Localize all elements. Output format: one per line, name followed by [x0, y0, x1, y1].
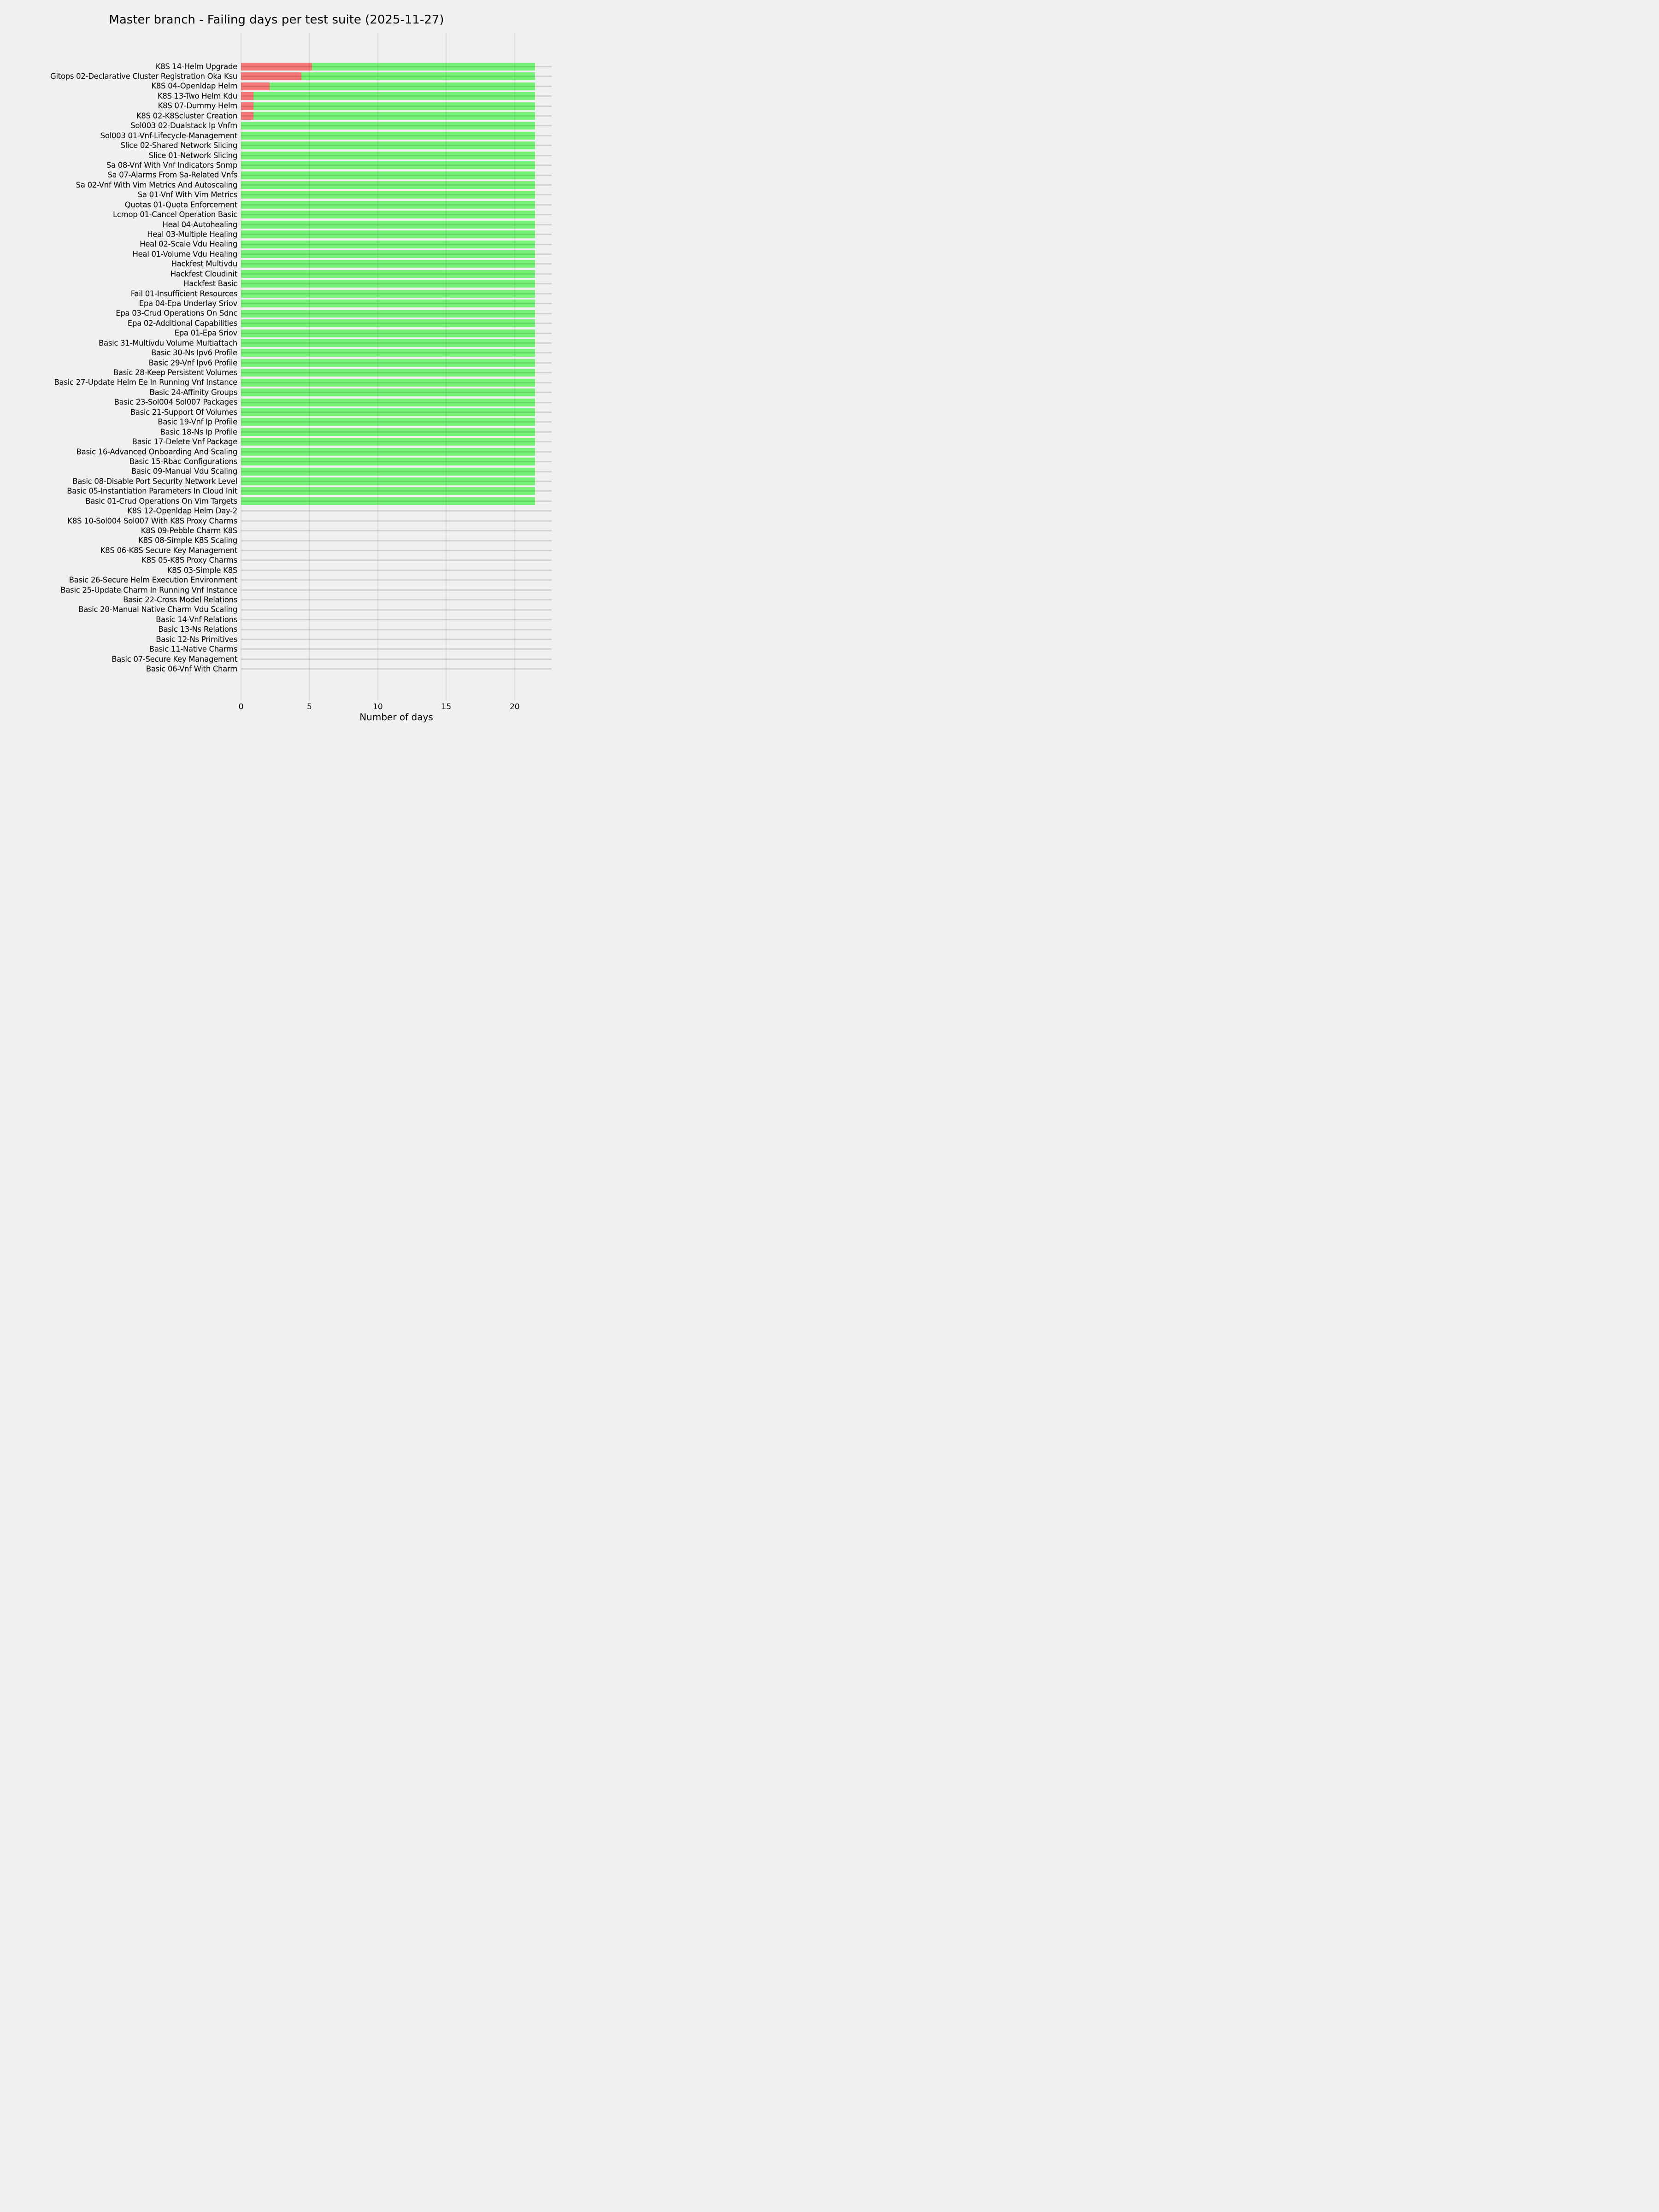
y-tick-label: Basic 12-Ns Primitives — [156, 635, 237, 644]
y-tick-label: Gitops 02-Declarative Cluster Registration Oka Ksu — [50, 72, 237, 81]
horizontal-gridline — [241, 382, 552, 383]
y-tick-label: Basic 15-Rbac Configurations — [129, 457, 237, 466]
y-tick-label: Sa 01-Vnf With Vim Metrics — [137, 190, 237, 200]
y-tick-label: Basic 09-Manual Vdu Scaling — [131, 467, 237, 476]
horizontal-gridline — [241, 471, 552, 472]
horizontal-gridline — [241, 194, 552, 195]
horizontal-gridline — [241, 599, 552, 600]
horizontal-gridline — [241, 175, 552, 176]
y-tick-label: K8S 13-Two Helm Kdu — [157, 91, 237, 100]
x-tick-label: 10 — [373, 702, 383, 712]
y-tick-label: Heal 01-Volume Vdu Healing — [132, 249, 237, 259]
horizontal-gridline — [241, 135, 552, 136]
y-tick-label: Sa 08-Vnf With Vnf Indicators Snmp — [106, 160, 237, 170]
y-tick-label: Hackfest Cloudinit — [170, 269, 237, 278]
horizontal-gridline — [241, 106, 552, 107]
horizontal-gridline — [241, 115, 552, 117]
y-tick-label: Basic 31-Multivdu Volume Multiattach — [99, 338, 237, 347]
horizontal-gridline — [241, 520, 552, 522]
horizontal-gridline — [241, 204, 552, 206]
y-tick-label: Hackfest Multivdu — [171, 259, 237, 269]
horizontal-gridline — [241, 224, 552, 225]
y-tick-label: Epa 01-Epa Sriov — [174, 329, 237, 338]
y-tick-label: K8S 14-Helm Upgrade — [155, 62, 237, 71]
y-tick-label: Basic 22-Cross Model Relations — [123, 595, 237, 604]
y-tick-label: Basic 17-Delete Vnf Package — [132, 437, 237, 447]
y-tick-label: Basic 29-Vnf Ipv6 Profile — [148, 358, 237, 367]
horizontal-gridline — [241, 165, 552, 166]
horizontal-gridline — [241, 659, 552, 660]
y-tick-label: Heal 02-Scale Vdu Healing — [140, 240, 237, 249]
horizontal-gridline — [241, 500, 552, 502]
horizontal-gridline — [241, 540, 552, 541]
y-tick-label: Heal 04-Autohealing — [162, 220, 237, 229]
vertical-gridline — [377, 33, 378, 700]
horizontal-gridline — [241, 392, 552, 393]
horizontal-gridline — [241, 125, 552, 126]
y-tick-label: K8S 08-Simple K8S Scaling — [138, 536, 237, 545]
horizontal-gridline — [241, 214, 552, 215]
horizontal-gridline — [241, 263, 552, 265]
horizontal-gridline — [241, 648, 552, 650]
y-tick-label: Heal 03-Multiple Healing — [147, 229, 237, 239]
chart-title: Master branch - Failing days per test suite (2025-11-27) — [109, 13, 444, 27]
y-tick-label: Epa 04-Epa Underlay Sriov — [139, 299, 237, 308]
y-tick-label: Basic 14-Vnf Relations — [156, 615, 237, 624]
y-tick-label: Basic 06-Vnf With Charm — [146, 665, 237, 674]
y-tick-label: Sa 02-Vnf With Vim Metrics And Autoscaling — [76, 180, 237, 189]
y-tick-label: Basic 08-Disable Port Security Network Level — [72, 477, 237, 486]
y-tick-label: Sol003 01-Vnf-Lifecycle-Management — [100, 131, 237, 140]
y-tick-label: Basic 18-Ns Ip Profile — [160, 427, 237, 436]
y-tick-label: Basic 19-Vnf Ip Profile — [158, 418, 237, 427]
horizontal-gridline — [241, 303, 552, 304]
y-tick-label: K8S 10-Sol004 Sol007 With K8S Proxy Charms — [67, 516, 237, 525]
y-tick-label: K8S 05-K8S Proxy Charms — [141, 556, 237, 565]
y-tick-label: K8S 06-K8S Secure Key Management — [100, 546, 237, 555]
y-tick-label: K8S 09-Pebble Charm K8S — [141, 526, 237, 535]
horizontal-gridline — [241, 629, 552, 630]
y-tick-label: Basic 25-Update Charm In Running Vnf Instance — [60, 585, 237, 594]
horizontal-gridline — [241, 490, 552, 492]
horizontal-gridline — [241, 313, 552, 314]
horizontal-gridline — [241, 441, 552, 442]
vertical-gridline — [446, 33, 447, 700]
y-tick-label: Slice 02-Shared Network Slicing — [120, 141, 237, 150]
horizontal-gridline — [241, 609, 552, 611]
y-tick-label: Basic 20-Manual Native Charm Vdu Scaling — [78, 605, 237, 614]
horizontal-gridline — [241, 145, 552, 146]
horizontal-gridline — [241, 283, 552, 284]
y-tick-label: Hackfest Basic — [183, 279, 237, 288]
y-tick-label: Basic 24-Affinity Groups — [149, 388, 237, 397]
y-tick-label: Basic 01-Crud Operations On Vim Targets — [85, 496, 237, 506]
horizontal-gridline — [241, 431, 552, 433]
horizontal-gridline — [241, 589, 552, 591]
horizontal-gridline — [241, 510, 552, 512]
horizontal-gridline — [241, 362, 552, 364]
horizontal-gridline — [241, 619, 552, 620]
horizontal-gridline — [241, 323, 552, 324]
y-tick-label: Basic 30-Ns Ipv6 Profile — [151, 348, 237, 358]
y-tick-label: Basic 21-Support Of Volumes — [130, 407, 237, 417]
y-tick-label: Lcmop 01-Cancel Operation Basic — [113, 210, 237, 219]
horizontal-gridline — [241, 570, 552, 571]
y-tick-label: Slice 01-Network Slicing — [148, 151, 237, 160]
x-tick-label: 5 — [307, 702, 312, 712]
y-tick-label: Epa 03-Crud Operations On Sdnc — [116, 309, 237, 318]
y-tick-label: Basic 28-Keep Persistent Volumes — [113, 368, 237, 377]
horizontal-gridline — [241, 293, 552, 294]
y-tick-label: K8S 03-Simple K8S — [167, 565, 237, 575]
horizontal-gridline — [241, 550, 552, 551]
horizontal-gridline — [241, 273, 552, 275]
vertical-gridline — [514, 33, 515, 700]
horizontal-gridline — [241, 86, 552, 87]
horizontal-gridline — [241, 333, 552, 334]
horizontal-gridline — [241, 66, 552, 67]
horizontal-gridline — [241, 244, 552, 245]
horizontal-gridline — [241, 402, 552, 403]
y-tick-label: Sol003 02-Dualstack Ip Vnfm — [130, 121, 237, 130]
horizontal-gridline — [241, 451, 552, 453]
horizontal-gridline — [241, 412, 552, 413]
y-tick-label: Basic 16-Advanced Onboarding And Scaling — [76, 447, 237, 456]
x-axis-label: Number of days — [359, 712, 433, 723]
y-tick-label: Basic 27-Update Helm Ee In Running Vnf Instance — [54, 378, 237, 387]
horizontal-gridline — [241, 579, 552, 581]
horizontal-gridline — [241, 481, 552, 482]
y-tick-label: Sa 07-Alarms From Sa-Related Vnfs — [107, 171, 237, 180]
y-tick-label: K8S 07-Dummy Helm — [158, 101, 237, 111]
y-tick-label: Basic 26-Secure Helm Execution Environment — [69, 576, 237, 585]
horizontal-gridline — [241, 559, 552, 561]
x-tick-label: 15 — [441, 702, 452, 712]
horizontal-gridline — [241, 234, 552, 235]
y-tick-label: Basic 05-Instantiation Parameters In Cloud Init — [67, 487, 237, 496]
horizontal-gridline — [241, 95, 552, 97]
y-tick-label: K8S 12-Openldap Helm Day-2 — [127, 506, 237, 516]
chart-plot-area — [241, 33, 552, 700]
horizontal-gridline — [241, 155, 552, 156]
horizontal-gridline — [241, 461, 552, 462]
y-axis-labels — [0, 33, 237, 700]
y-tick-label: Quotas 01-Quota Enforcement — [124, 200, 237, 209]
horizontal-gridline — [241, 639, 552, 640]
y-tick-label: Basic 13-Ns Relations — [158, 625, 237, 634]
horizontal-gridline — [241, 342, 552, 344]
horizontal-gridline — [241, 352, 552, 353]
vertical-gridline — [309, 33, 310, 700]
horizontal-gridline — [241, 668, 552, 670]
horizontal-gridline — [241, 184, 552, 186]
horizontal-gridline — [241, 76, 552, 77]
horizontal-gridline — [241, 253, 552, 255]
y-tick-label: K8S 04-Openldap Helm — [151, 82, 237, 91]
y-tick-label: Basic 23-Sol004 Sol007 Packages — [114, 398, 237, 407]
horizontal-gridline — [241, 530, 552, 531]
y-tick-label: Epa 02-Additional Capabilities — [127, 318, 237, 328]
y-tick-label: K8S 02-K8Scluster Creation — [136, 111, 237, 120]
x-tick-label: 0 — [238, 702, 244, 712]
y-tick-label: Basic 07-Secure Key Management — [112, 654, 237, 664]
x-tick-label: 20 — [510, 702, 520, 712]
y-tick-label: Basic 11-Native Charms — [149, 645, 237, 654]
horizontal-gridline — [241, 372, 552, 373]
horizontal-gridline — [241, 421, 552, 423]
y-tick-label: Fail 01-Insufficient Resources — [130, 289, 237, 298]
